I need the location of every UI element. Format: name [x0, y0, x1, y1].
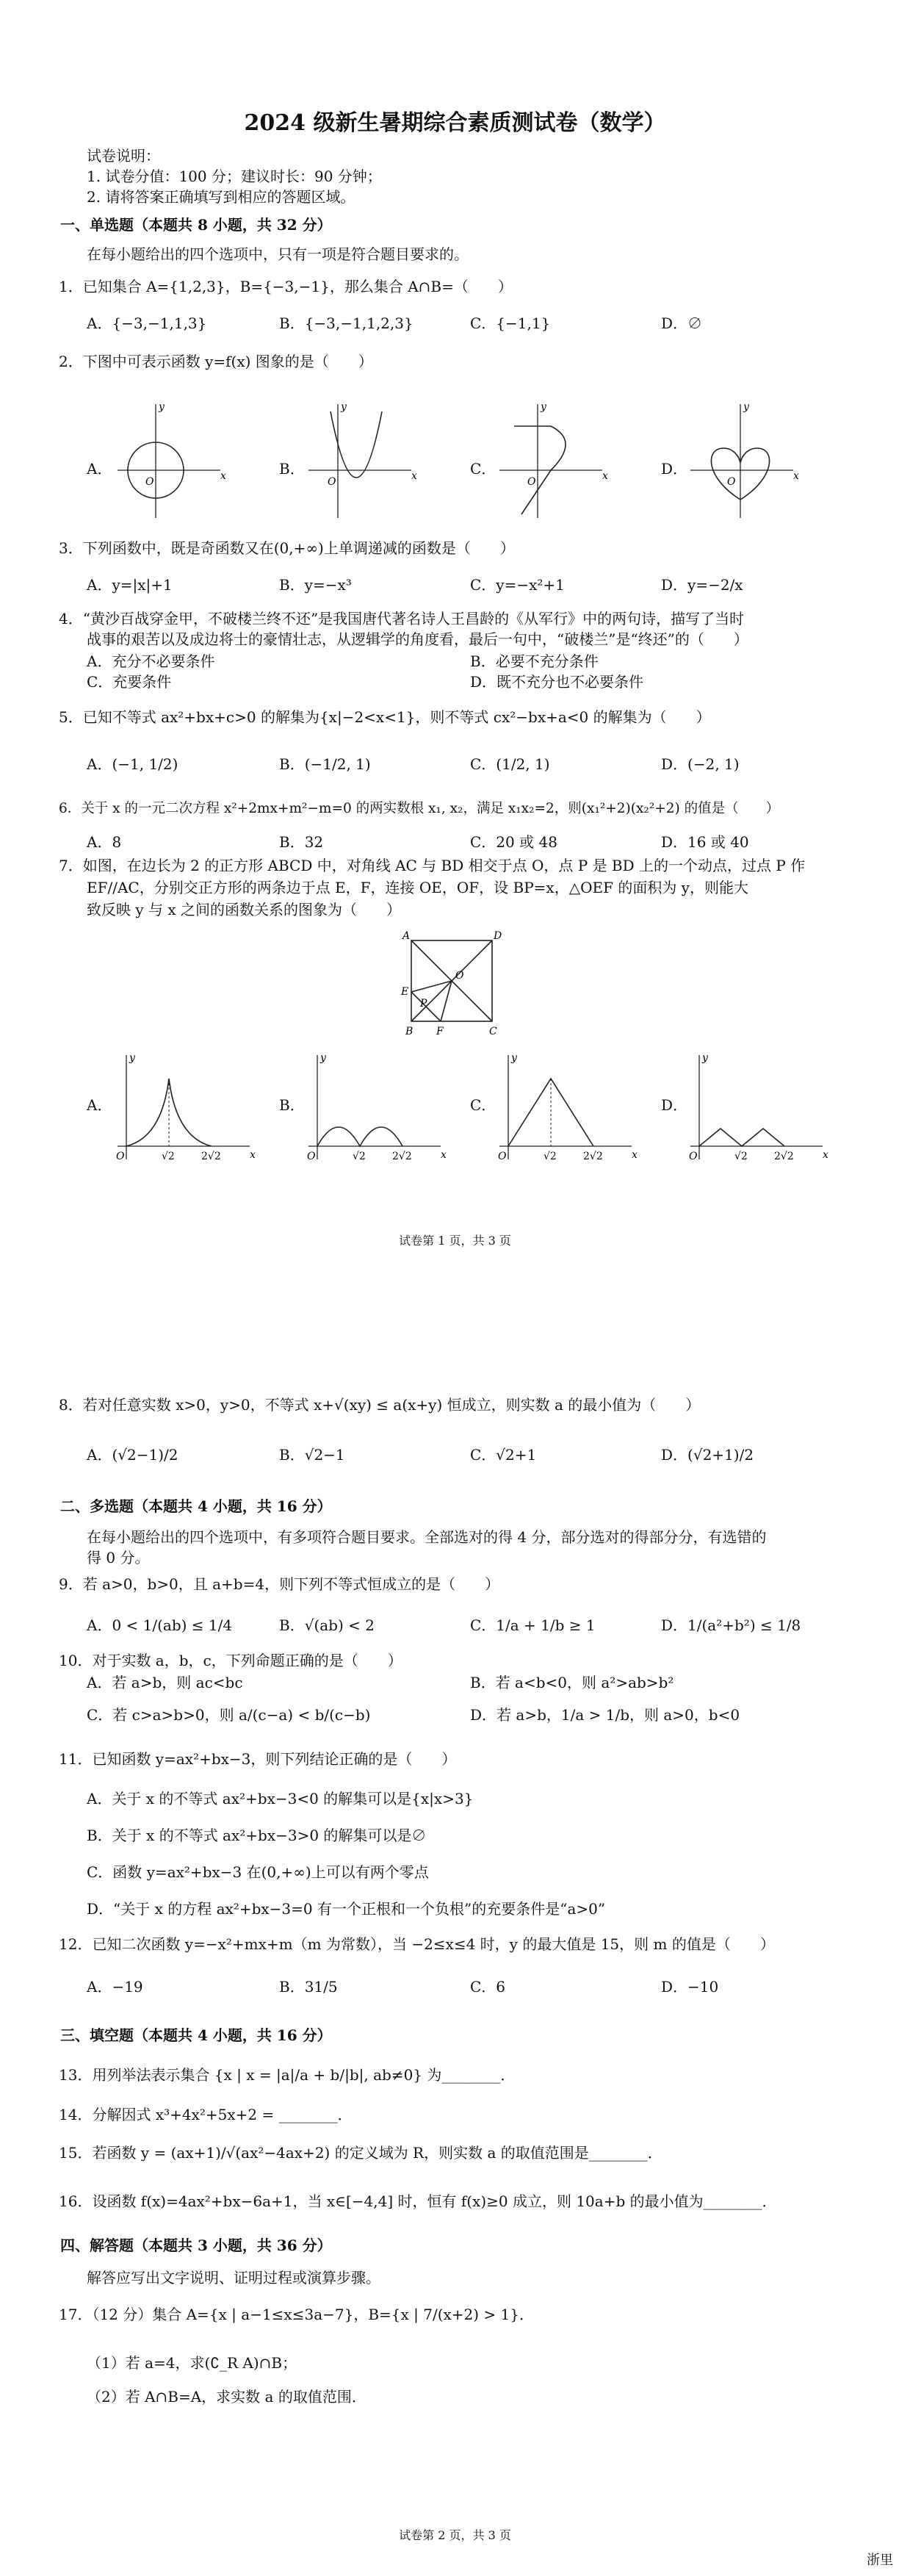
- page-2-footer: 试卷第 2 页，共 3 页: [399, 2528, 511, 2542]
- q4-option-b: B．必要不充分条件: [470, 652, 599, 670]
- question-8: 8．若对任意实数 x>0，y>0，不等式 x+√(xy) ≤ a(x+y) 恒成立，则实数 a 的最小值为（ ）: [59, 1396, 701, 1414]
- q11-option-b: B．关于 x 的不等式 ax²+bx−3>0 的解集可以是∅: [87, 1827, 427, 1844]
- q11-option-a: A．关于 x 的不等式 ax²+bx−3<0 的解集可以是{x|x>3}: [87, 1790, 474, 1807]
- svg-text:y: y: [511, 1052, 517, 1064]
- section-2-instructions-2: 得 0 分。: [87, 1549, 150, 1566]
- q7-graph-b: [301, 1049, 448, 1167]
- svg-text:O: O: [328, 476, 336, 488]
- svg-text:x: x: [632, 1149, 638, 1161]
- question-5: 5．已知不等式 ax²+bx+c>0 的解集为{x|−2<x<1}，则不等式 cx²−bx+a<0 的解集为（ ）: [59, 708, 711, 726]
- svg-text:y: y: [159, 401, 165, 413]
- section-2-instructions-1: 在每小题给出的四个选项中，有多项符合题目要求。全部选对的得 4 分，部分选对的得部分分，有选错的: [87, 1528, 767, 1546]
- svg-text:√2: √2: [162, 1151, 175, 1162]
- q9-option-b: B．√(ab) < 2: [279, 1616, 375, 1634]
- q3-option-c: C．y=−x²+1: [470, 576, 565, 594]
- question-9: 9．若 a>0，b>0，且 a+b=4，则下列不等式恒成立的是（ ）: [59, 1575, 500, 1593]
- q7-graph-c: [492, 1049, 639, 1167]
- q5-option-d: D．(−2, 1): [661, 755, 740, 773]
- q11-option-c: C．函数 y=ax²+bx−3 在(0,+∞)上可以有两个零点: [87, 1863, 429, 1881]
- svg-text:O: O: [689, 1151, 698, 1162]
- question-12: 12．已知二次函数 y=−x²+mx+m（m 为常数），当 −2≤x≤4 时，y 的最大值是 15，则 m 的值是（ ）: [59, 1935, 775, 1953]
- q5-option-a: A．(−1, 1/2): [87, 755, 178, 773]
- question-3: 3．下列函数中，既是奇函数又在(0,+∞)上单调递减的函数是（ ）: [59, 539, 515, 557]
- q6-option-d: D．16 或 40: [661, 833, 749, 851]
- svg-text:O: O: [116, 1151, 125, 1162]
- q11-option-d: D．“关于 x 的方程 ax²+bx−3=0 有一个正根和一个负根”的充要条件是“a>0”: [87, 1900, 606, 1918]
- q10-option-d: D．若 a>b，1/a > 1/b，则 a>0，b<0: [470, 1706, 740, 1724]
- svg-text:√2: √2: [734, 1151, 748, 1162]
- q9-option-d: D．1/(a²+b²) ≤ 1/8: [661, 1616, 801, 1634]
- svg-text:x: x: [250, 1149, 256, 1161]
- note-2: 2. 请将答案正确填写到相应的答题区域。: [87, 188, 355, 206]
- question-13: 13．用列举法表示集合 {x | x = |a|/a + b/|b|, ab≠0} 为________．: [59, 2066, 516, 2084]
- q3-option-d: D．y=−2/x: [661, 576, 743, 594]
- q4-option-d: D．既不充分也不必要条件: [470, 673, 644, 691]
- q7-label-o: O: [455, 970, 464, 982]
- q7-label-p: P: [420, 998, 427, 1010]
- q5-option-c: C．(1/2, 1): [470, 755, 550, 773]
- q10-option-b: B．若 a<b<0，则 a²>ab>b²: [470, 1674, 674, 1691]
- q2-option-d: D．: [661, 460, 688, 478]
- note-1: 1. 试卷分值：100 分；建议时长：90 分钟；: [87, 168, 382, 185]
- q7-graph-a: [110, 1049, 257, 1167]
- notes-heading: 试卷说明：: [87, 147, 160, 165]
- q1-option-d: D．∅: [661, 314, 703, 332]
- q7-label-d: D: [494, 930, 502, 942]
- question-17-part-1: （1）若 a=4，求(∁_R A)∩B；: [87, 2354, 297, 2372]
- q8-option-a: A．(√2−1)/2: [87, 1446, 178, 1464]
- question-4-line-2: 战事的艰苦以及成边将士的豪情壮志，从逻辑学的角度看，最后一句中，“破楼兰”是“终还”的（ ）: [87, 630, 748, 648]
- q9-option-c: C．1/a + 1/b ≥ 1: [470, 1616, 596, 1634]
- q3-option-a: A．y=|x|+1: [87, 576, 173, 594]
- svg-text:2√2: 2√2: [201, 1151, 221, 1162]
- q7-label-e: E: [401, 986, 409, 998]
- svg-text:x: x: [793, 470, 799, 482]
- q8-option-c: C．√2+1: [470, 1446, 537, 1464]
- svg-text:x: x: [411, 470, 417, 482]
- page-title: 2024 级新生暑期综合素质测试卷（数学）: [244, 110, 666, 136]
- q7-option-c: C．: [470, 1096, 496, 1114]
- q2-option-c: C．: [470, 460, 496, 478]
- svg-text:O: O: [527, 476, 536, 488]
- q2-graph-d: [683, 397, 801, 522]
- q6-option-a: A．8: [87, 833, 122, 851]
- q2-option-a: A．: [87, 460, 112, 478]
- question-4-line-1: 4．“黄沙百战穿金甲，不破楼兰终不还”是我国唐代著名诗人王昌龄的《从军行》中的两句诗，描写了当时: [59, 610, 745, 627]
- q7-option-d: D．: [661, 1096, 688, 1114]
- section-4-title: 四、解答题（本题共 3 小题，共 36 分）: [60, 2237, 332, 2254]
- q1-option-b: B．{−3,−1,1,2,3}: [279, 314, 414, 332]
- question-14: 14．分解因式 x³+4x²+5x+2 = ________．: [59, 2106, 353, 2123]
- q7-option-a: A．: [87, 1096, 112, 1114]
- q2-option-b: B．: [279, 460, 305, 478]
- svg-text:x: x: [441, 1149, 447, 1161]
- q2-graph-a: [110, 397, 228, 522]
- question-16: 16．设函数 f(x)=4ax²+bx−6a+1，当 x∈[−4,4] 时，恒有 f(x)≥0 成立，则 10a+b 的最小值为________．: [59, 2192, 777, 2210]
- question-17-part-2: （2）若 A∩B=A，求实数 a 的取值范围．: [87, 2388, 366, 2406]
- svg-text:y: y: [702, 1052, 708, 1064]
- svg-text:O: O: [145, 476, 154, 488]
- q4-option-a: A．充分不必要条件: [87, 652, 215, 670]
- question-7-line-3: 致反映 y 与 x 之间的函数关系的图象为（ ）: [87, 901, 402, 918]
- svg-text:x: x: [823, 1149, 828, 1161]
- svg-text:x: x: [602, 470, 608, 482]
- svg-text:O: O: [727, 476, 736, 488]
- q7-option-b: B．: [279, 1096, 305, 1114]
- section-3-title: 三、填空题（本题共 4 小题，共 16 分）: [60, 2026, 332, 2044]
- q12-option-c: C．6: [470, 1978, 506, 1996]
- q7-label-a: A: [402, 930, 411, 942]
- q7-square-figure: [397, 927, 507, 1045]
- question-7-line-1: 7．如图，在边长为 2 的正方形 ABCD 中，对角线 AC 与 BD 相交于点 O，点 P 是 BD 上的一个动点，过点 P 作: [59, 857, 806, 874]
- q7-label-f: F: [436, 1026, 444, 1037]
- q2-graph-b: [301, 397, 419, 522]
- question-7-line-2: EF//AC，分别交正方形的两条边于点 E，F，连接 OE，OF，设 BP=x，△OEF 的面积为 y，则能大: [87, 879, 748, 896]
- svg-text:√2: √2: [544, 1151, 557, 1162]
- svg-text:√2: √2: [353, 1151, 366, 1162]
- svg-text:y: y: [320, 1052, 326, 1064]
- q6-option-c: C．20 或 48: [470, 833, 557, 851]
- svg-text:y: y: [743, 401, 749, 413]
- q7-label-c: C: [489, 1026, 497, 1037]
- page-1-footer: 试卷第 1 页，共 3 页: [399, 1234, 511, 1248]
- svg-text:x: x: [220, 470, 226, 482]
- section-4-instructions: 解答应写出文字说明、证明过程或演算步骤。: [87, 2269, 380, 2287]
- svg-text:2√2: 2√2: [774, 1151, 794, 1162]
- q12-option-a: A．−19: [87, 1978, 143, 1996]
- svg-text:2√2: 2√2: [583, 1151, 603, 1162]
- q9-option-a: A．0 < 1/(ab) ≤ 1/4: [87, 1616, 233, 1634]
- question-10: 10．对于实数 a，b，c，下列命题正确的是（ ）: [59, 1652, 402, 1669]
- q10-option-c: C．若 c>a>b>0，则 a/(c−a) < b/(c−b): [87, 1706, 371, 1724]
- section-1-title: 一、单选题（本题共 8 小题，共 32 分）: [60, 216, 332, 234]
- q7-graph-d: [683, 1049, 830, 1167]
- svg-text:y: y: [129, 1052, 135, 1064]
- q3-option-b: B．y=−x³: [279, 576, 352, 594]
- q6-option-b: B．32: [279, 833, 324, 851]
- section-2-title: 二、多选题（本题共 4 小题，共 16 分）: [60, 1497, 332, 1515]
- question-15: 15．若函数 y = (ax+1)/√(ax²−4ax+2) 的定义域为 R，则实数 a 的取值范围是________．: [59, 2144, 662, 2162]
- q8-option-b: B．√2−1: [279, 1446, 345, 1464]
- q2-graph-c: [492, 397, 610, 522]
- q7-label-b: B: [405, 1026, 414, 1037]
- svg-text:2√2: 2√2: [392, 1151, 412, 1162]
- svg-text:O: O: [498, 1151, 507, 1162]
- q12-option-b: B．31/5: [279, 1978, 338, 1996]
- q4-option-c: C．充要条件: [87, 673, 172, 691]
- question-1: 1．已知集合 A={1,2,3}，B={−3,−1}，那么集合 A∩B=（ ）: [59, 278, 513, 295]
- question-6: 6．关于 x 的一元二次方程 x²+2mx+m²−m=0 的两实数根 x₁, x₂，满足 x₁x₂=2，则(x₁²+2)(x₂²+2) 的值是（ ）: [59, 801, 780, 816]
- q10-option-a: A．若 a>b，则 ac<bc: [87, 1674, 243, 1691]
- q12-option-d: D．−10: [661, 1978, 719, 1996]
- q5-option-b: B．(−1/2, 1): [279, 755, 371, 773]
- q8-option-d: D．(√2+1)/2: [661, 1446, 754, 1464]
- q1-option-c: C．{−1,1}: [470, 314, 551, 332]
- svg-text:O: O: [307, 1151, 316, 1162]
- question-17: 17．（12 分）集合 A={x | a−1≤x≤3a−7}，B={x | 7/(x+2) > 1}．: [59, 2306, 534, 2323]
- section-1-instructions: 在每小题给出的四个选项中，只有一项是符合题目要求的。: [87, 245, 469, 263]
- corner-mark: 浙里: [867, 2552, 893, 2568]
- question-2: 2．下图中可表示函数 y=f(x) 图象的是（ ）: [59, 353, 373, 370]
- q1-option-a: A．{−3,−1,1,3}: [87, 314, 207, 332]
- svg-text:y: y: [541, 401, 546, 413]
- question-11: 11．已知函数 y=ax²+bx−3，则下列结论正确的是（ ）: [59, 1750, 457, 1768]
- svg-text:y: y: [341, 401, 347, 413]
